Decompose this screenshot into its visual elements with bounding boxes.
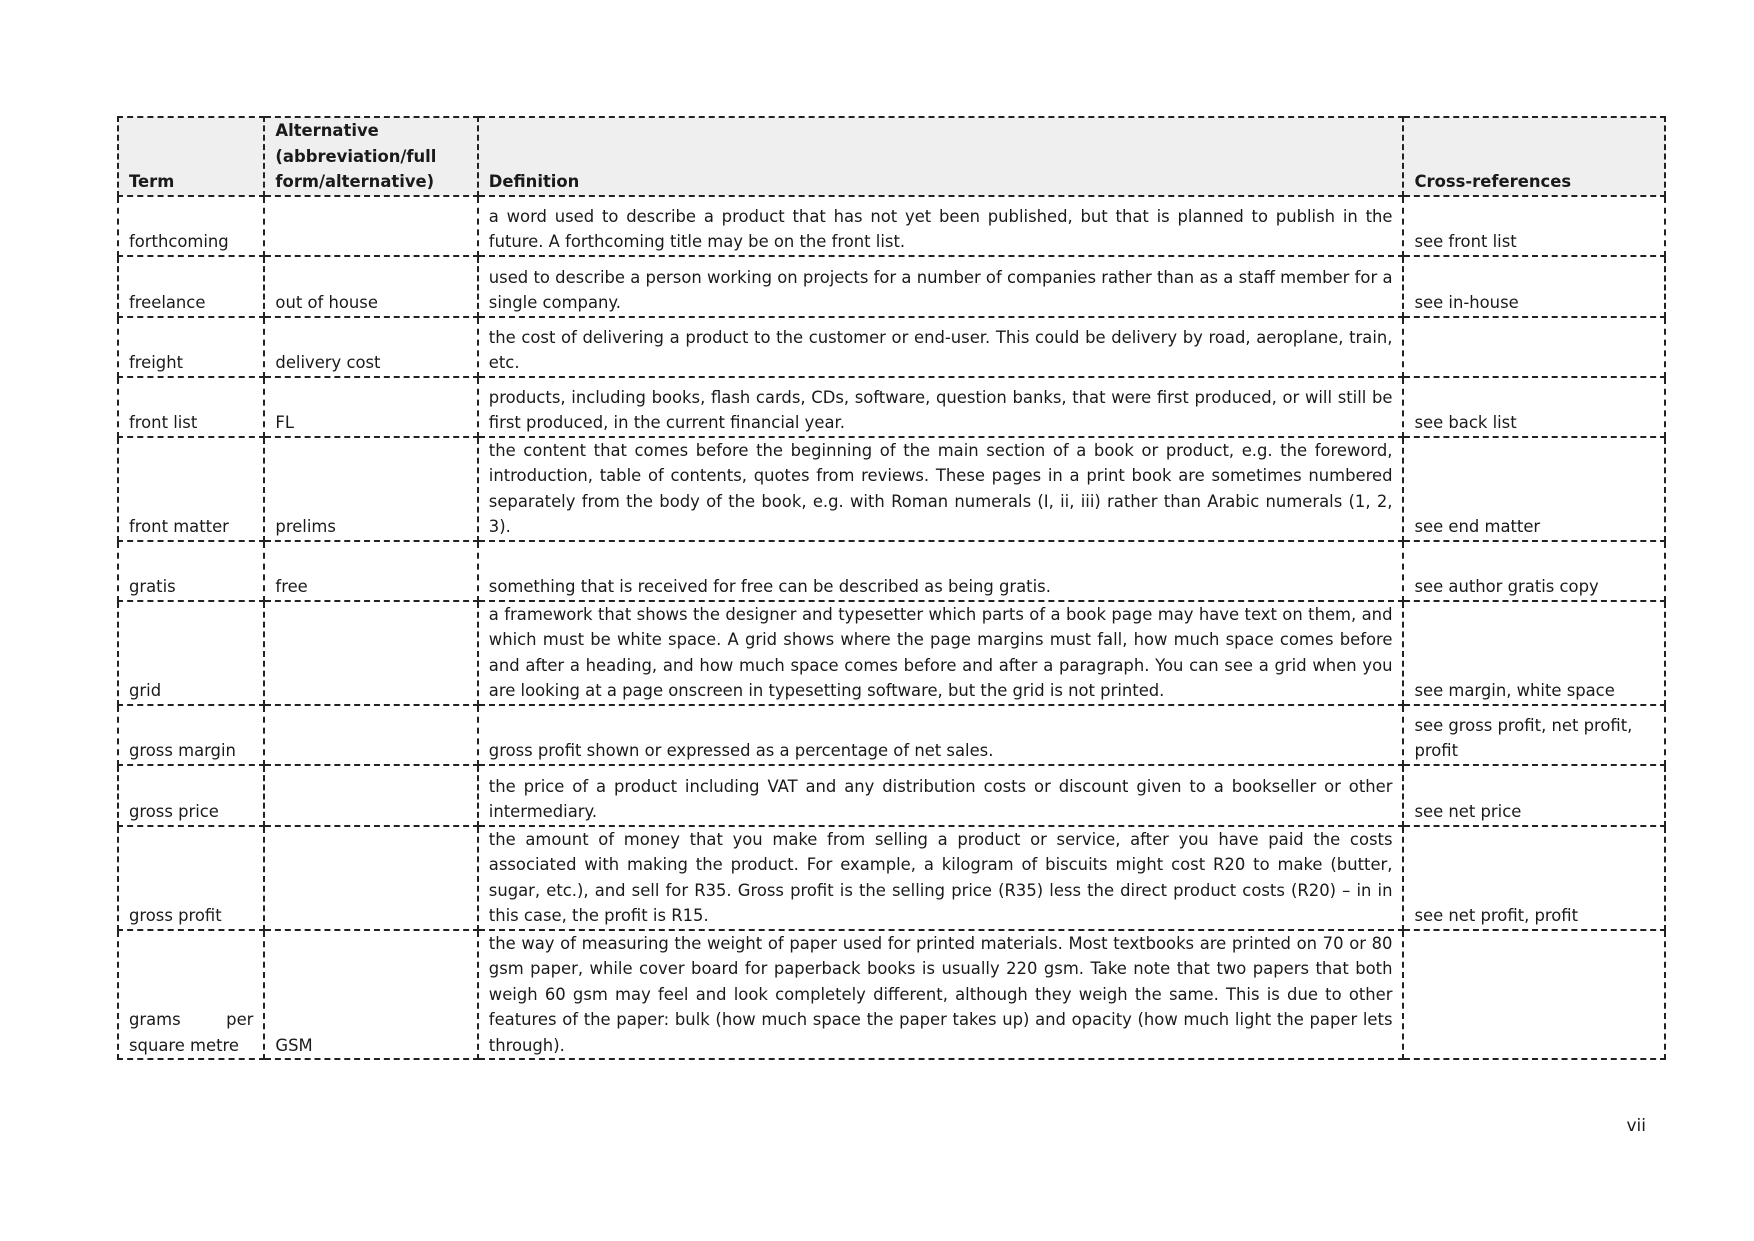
table-row <box>118 541 1665 601</box>
glossary-table <box>117 116 1666 1060</box>
definition-cell: the way of measuring the weight of paper used for printed materials. Most textbooks are printed on 70 or 80 gsm paper, while cover board for paperback books is usually 220 gsm. Take note that two papers that both weigh 60 gsm may feel and look completely different, although they weigh the same. This is due to other features of the paper: bulk (how much space the paper takes up) and opacity (how much light the paper lets through). <box>478 930 1404 1060</box>
definition-cell: products, including books, flash cards, CDs, software, question banks, that were first produced, or will still be first produced, in the current financial year. <box>478 377 1404 437</box>
term-cell: gross margin <box>118 705 264 765</box>
alternative-cell: delivery cost <box>264 317 477 377</box>
alternative-cell: FL <box>264 377 477 437</box>
term-cell: front list <box>118 377 264 437</box>
alternative-cell: free <box>264 541 477 601</box>
alternative-cell: GSM <box>264 930 477 1060</box>
alternative-cell <box>264 826 477 930</box>
cross-reference-cell: see end matter <box>1403 437 1665 541</box>
definition-cell: something that is received for free can be described as being gratis. <box>478 541 1404 601</box>
table-row <box>118 317 1665 377</box>
table-body <box>118 196 1665 1060</box>
alternative-cell <box>264 705 477 765</box>
term-cell: freight <box>118 317 264 377</box>
cross-reference-cell: see author gratis copy <box>1403 541 1665 601</box>
cross-reference-cell: see in-house <box>1403 256 1665 317</box>
header-alternative: Alternative (abbreviation/full form/alternative) <box>264 117 477 196</box>
table-row <box>118 377 1665 437</box>
term-cell: gross price <box>118 765 264 826</box>
alternative-cell <box>264 765 477 826</box>
alternative-cell <box>264 196 477 256</box>
definition-cell: the amount of money that you make from selling a product or service, after you have paid the costs associated with making the product. For example, a kilogram of biscuits might cost R20 to make (butter, sugar, etc.), and sell for R35. Gross profit is the selling price (R35) less the direct product costs (R20) – in in this case, the profit is R15. <box>478 826 1404 930</box>
table-row <box>118 437 1665 541</box>
term-cell: grid <box>118 601 264 705</box>
definition-cell: used to describe a person working on projects for a number of companies rather than as a staff member for a single company. <box>478 256 1404 317</box>
term-cell: gratis <box>118 541 264 601</box>
page-number: vii <box>1626 1116 1646 1136</box>
alternative-cell: prelims <box>264 437 477 541</box>
cross-reference-cell: see margin, white space <box>1403 601 1665 705</box>
cross-reference-cell <box>1403 317 1665 377</box>
term-cell: freelance <box>118 256 264 317</box>
cross-reference-cell <box>1403 930 1665 1060</box>
table-row <box>118 601 1665 705</box>
cross-reference-cell: see gross profit, net profit, profit <box>1403 705 1665 765</box>
cross-reference-cell: see back list <box>1403 377 1665 437</box>
table-row <box>118 256 1665 317</box>
table-row <box>118 196 1665 256</box>
definition-cell: a framework that shows the designer and typesetter which parts of a book page may have text on them, and which must be white space. A grid shows where the page margins must fall, how much space comes before and after a heading, and how much space comes before and after a paragraph. You can see a grid when you are looking at a page onscreen in typesetting software, but the grid is not printed. <box>478 601 1404 705</box>
cross-reference-cell: see front list <box>1403 196 1665 256</box>
table-row <box>118 765 1665 826</box>
table-row <box>118 826 1665 930</box>
table-row <box>118 930 1665 1060</box>
header-row <box>118 117 1665 196</box>
alternative-cell <box>264 601 477 705</box>
term-cell: gross profit <box>118 826 264 930</box>
term-cell: front matter <box>118 437 264 541</box>
cross-reference-cell: see net profit, profit <box>1403 826 1665 930</box>
header-cross-references: Cross-references <box>1403 117 1665 196</box>
definition-cell: the cost of delivering a product to the customer or end-user. This could be delivery by road, aeroplane, train, etc. <box>478 317 1404 377</box>
alternative-cell: out of house <box>264 256 477 317</box>
definition-cell: the content that comes before the beginning of the main section of a book or product, e.g. the foreword, introduction, table of contents, quotes from reviews. These pages in a print book are sometimes numbered separately from the body of the book, e.g. with Roman numerals (I, ii, iii) rather than Arabic numerals (1, 2, 3). <box>478 437 1404 541</box>
term-cell: grams per square metre <box>118 930 264 1060</box>
header-definition: Definition <box>478 117 1404 196</box>
definition-cell: a word used to describe a product that has not yet been published, but that is planned to publish in the future. A forthcoming title may be on the front list. <box>478 196 1404 256</box>
cross-reference-cell: see net price <box>1403 765 1665 826</box>
table-header <box>118 117 1665 196</box>
definition-cell: gross profit shown or expressed as a percentage of net sales. <box>478 705 1404 765</box>
table-row <box>118 705 1665 765</box>
header-term: Term <box>118 117 264 196</box>
term-cell: forthcoming <box>118 196 264 256</box>
definition-cell: the price of a product including VAT and any distribution costs or discount given to a bookseller or other intermediary. <box>478 765 1404 826</box>
